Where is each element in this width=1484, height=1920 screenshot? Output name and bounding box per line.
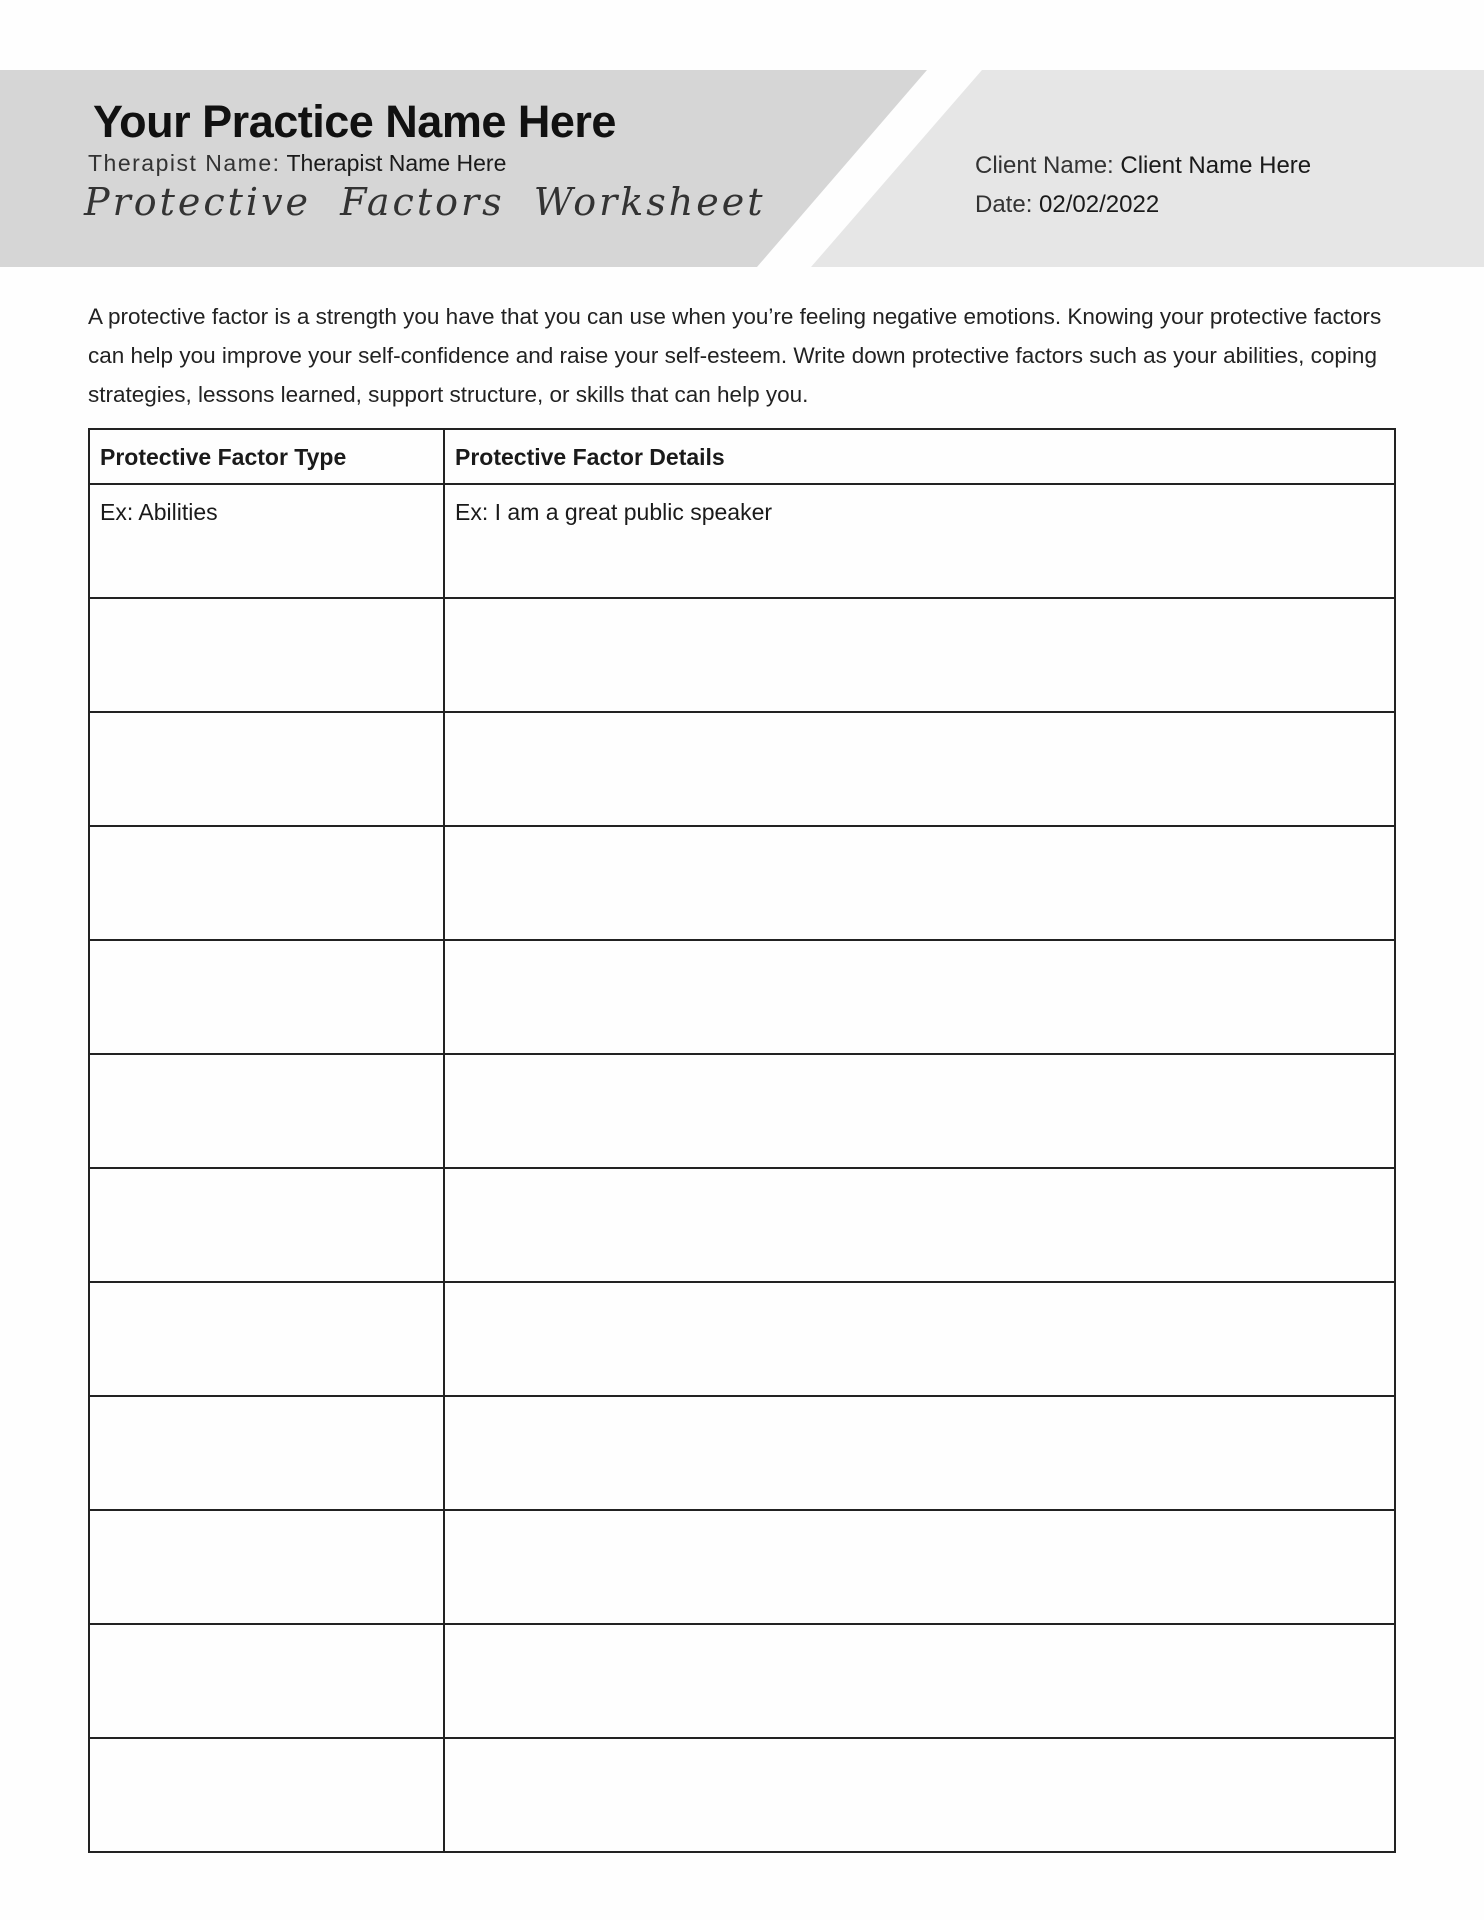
worksheet-title: Protective Factors Worksheet bbox=[84, 180, 766, 224]
factor-type-cell[interactable] bbox=[89, 940, 444, 1054]
table-row bbox=[89, 1624, 1395, 1738]
table-row bbox=[89, 1738, 1395, 1852]
factor-details-cell[interactable] bbox=[444, 1282, 1395, 1396]
practice-name: Your Practice Name Here bbox=[93, 96, 616, 147]
column-header-details: Protective Factor Details bbox=[444, 429, 1395, 484]
factor-details-cell[interactable] bbox=[444, 826, 1395, 940]
factor-details-cell[interactable] bbox=[444, 1168, 1395, 1282]
table-row bbox=[89, 826, 1395, 940]
client-name-field[interactable]: Client Name Here bbox=[1120, 152, 1312, 179]
table-row bbox=[89, 1396, 1395, 1510]
factor-details-cell[interactable] bbox=[444, 1510, 1395, 1624]
therapist-name-row bbox=[88, 150, 506, 177]
factor-details-cell[interactable] bbox=[444, 712, 1395, 826]
table-row bbox=[89, 1282, 1395, 1396]
factor-type-cell[interactable] bbox=[89, 826, 444, 940]
factor-details-cell[interactable] bbox=[444, 598, 1395, 712]
table-header-row bbox=[89, 429, 1395, 484]
intro-paragraph: A protective factor is a strength you have that you can use when you’re feeling negative emotions. Knowing your protective factors can help you improve your self-confidence and raise your self-esteem. Write down protective factors such as your abilities, coping strategies, lessons learned, support structure, or skills that can help you. bbox=[88, 304, 1382, 407]
factor-type-cell[interactable] bbox=[89, 712, 444, 826]
factor-details-cell[interactable] bbox=[444, 1396, 1395, 1510]
date-row bbox=[975, 191, 1159, 219]
date-label: Date: bbox=[975, 191, 1033, 218]
factor-type-cell[interactable] bbox=[89, 1510, 444, 1624]
table-row bbox=[89, 598, 1395, 712]
table-row bbox=[89, 940, 1395, 1054]
client-name-row bbox=[975, 152, 1311, 180]
factor-details-cell[interactable]: Ex: I am a great public speaker bbox=[444, 484, 1395, 598]
factor-type-cell[interactable] bbox=[89, 598, 444, 712]
date-field[interactable]: 02/02/2022 bbox=[1039, 191, 1160, 218]
column-header-type: Protective Factor Type bbox=[89, 429, 444, 484]
therapist-name-field[interactable]: Therapist Name Here bbox=[286, 150, 507, 176]
factor-details-cell[interactable] bbox=[444, 1054, 1395, 1168]
factor-type-cell[interactable] bbox=[89, 1054, 444, 1168]
client-label: Client Name: bbox=[975, 152, 1114, 179]
factor-type-cell[interactable] bbox=[89, 1396, 444, 1510]
factor-type-cell[interactable]: Ex: Abilities bbox=[89, 484, 444, 598]
table-row bbox=[89, 1510, 1395, 1624]
table-row bbox=[89, 1168, 1395, 1282]
factor-type-cell[interactable] bbox=[89, 1282, 444, 1396]
therapist-label: Therapist Name: bbox=[88, 150, 281, 176]
protective-factors-table bbox=[88, 428, 1396, 1853]
table-row bbox=[89, 712, 1395, 826]
factor-details-cell[interactable] bbox=[444, 1624, 1395, 1738]
table-row bbox=[89, 1054, 1395, 1168]
factor-details-cell[interactable] bbox=[444, 940, 1395, 1054]
factor-details-cell[interactable] bbox=[444, 1738, 1395, 1852]
factor-type-cell[interactable] bbox=[89, 1168, 444, 1282]
factor-type-cell[interactable] bbox=[89, 1624, 444, 1738]
factor-type-cell[interactable] bbox=[89, 1738, 444, 1852]
table-row bbox=[89, 484, 1395, 598]
